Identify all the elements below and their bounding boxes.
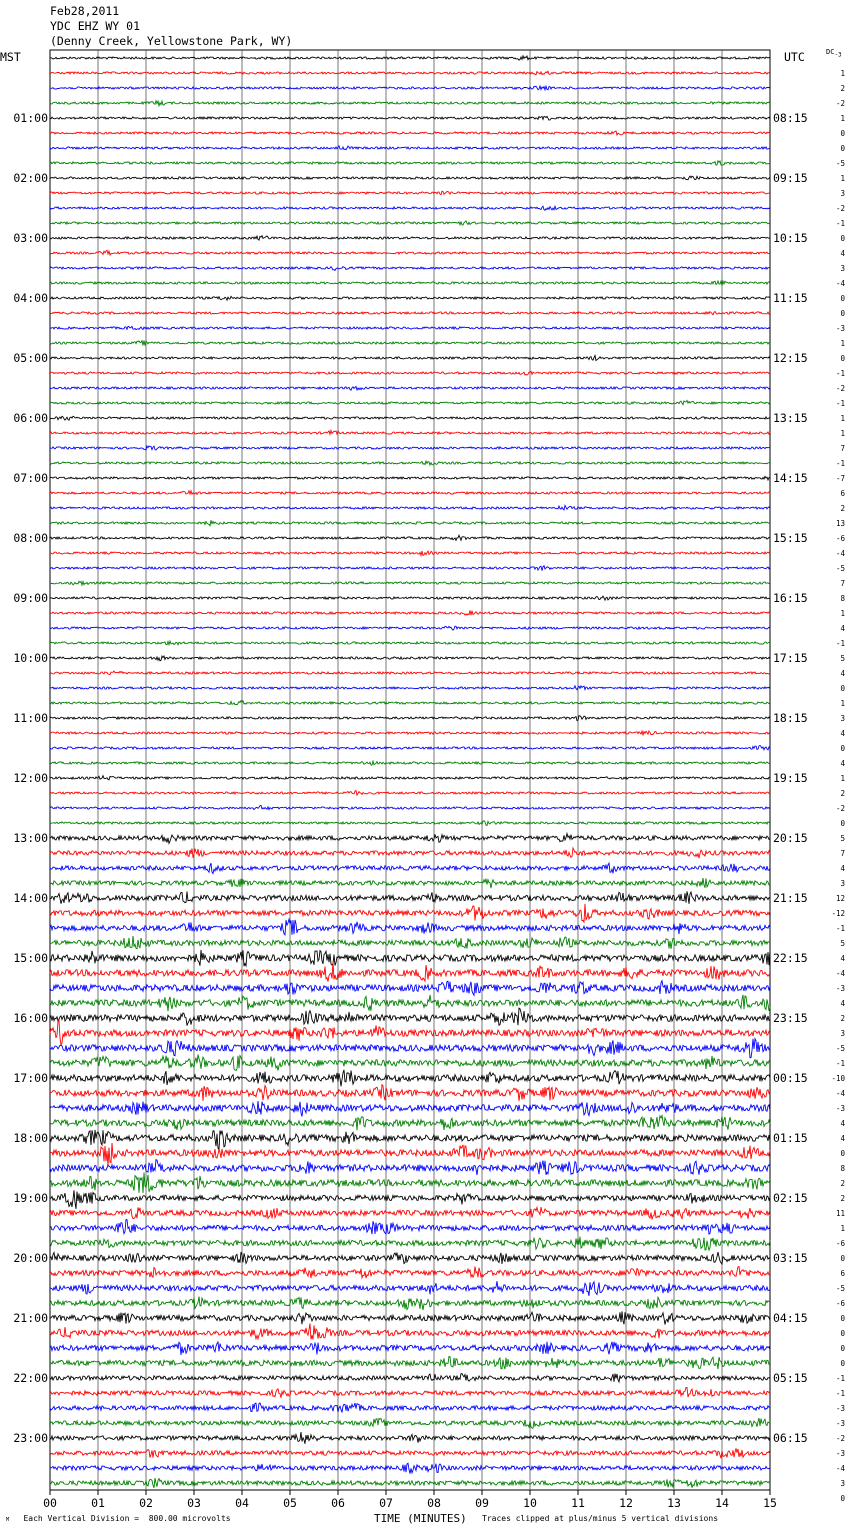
dc-offset-value: 3 <box>840 264 845 273</box>
dc-offset-value: 4 <box>840 1134 845 1143</box>
dc-offset-value: -5 <box>835 1044 845 1053</box>
dc-offset-value: 1 <box>840 699 845 708</box>
right-hour-label: 14:15 <box>773 471 808 485</box>
seismic-trace <box>50 1173 770 1193</box>
seismic-trace <box>50 1297 770 1310</box>
seismic-trace <box>50 995 770 1011</box>
left-hour-label: 13:00 <box>13 831 48 845</box>
dc-offset-value: 0 <box>840 1314 845 1323</box>
seismic-trace <box>50 1207 770 1219</box>
seismic-trace <box>50 919 770 935</box>
dc-offset-value: -6 <box>835 1239 845 1248</box>
right-hour-label: 22:15 <box>773 951 808 965</box>
left-hour-label: 18:00 <box>13 1131 48 1145</box>
right-hour-label: 17:15 <box>773 651 808 665</box>
dc-offset-value: -1 <box>835 1389 845 1398</box>
chart-date: Feb28,2011 <box>50 4 120 18</box>
seismic-trace <box>50 341 770 346</box>
dc-offset-value: -1 <box>835 924 845 933</box>
seismic-trace <box>50 1220 770 1235</box>
left-hour-label: 15:00 <box>13 951 48 965</box>
dc-first-offset: -3 <box>834 51 842 59</box>
dc-offset-value: 4 <box>840 624 845 633</box>
seismic-trace <box>50 1432 770 1444</box>
dc-offset-value: 4 <box>840 954 845 963</box>
seismic-trace <box>50 491 770 495</box>
seismic-trace <box>50 776 770 780</box>
seismic-trace <box>50 551 770 556</box>
x-tick-label: 00 <box>43 1496 57 1510</box>
seismic-trace <box>50 1116 770 1131</box>
dc-offset-value: 0 <box>840 744 845 753</box>
dc-offset-value: -2 <box>835 204 845 213</box>
seismic-trace <box>50 146 770 150</box>
seismic-trace <box>50 161 770 166</box>
dc-offset-value: 5 <box>840 834 845 843</box>
dc-offset-value: -6 <box>835 534 845 543</box>
clip-note: Traces clipped at plus/minus 5 vertical divisions <box>482 1514 719 1523</box>
dc-offset-value: 4 <box>840 669 845 678</box>
dc-offset-value: 2 <box>840 84 845 93</box>
dc-offset-value: 3 <box>840 714 845 723</box>
dc-offset-value: -1 <box>835 369 845 378</box>
dc-offset-value: -1 <box>835 459 845 468</box>
dc-offset-value: -5 <box>835 564 845 573</box>
seismic-trace <box>50 1463 770 1473</box>
dc-offset-value: 0 <box>840 294 845 303</box>
seismic-trace <box>50 641 770 645</box>
dc-offset-value: 1 <box>840 609 845 618</box>
dc-offset-value: 1 <box>840 174 845 183</box>
seismic-trace <box>50 761 770 765</box>
local-timezone-label: MST <box>0 50 21 64</box>
right-hour-label: 19:15 <box>773 771 808 785</box>
seismic-trace <box>50 371 770 375</box>
seismic-trace <box>50 671 770 675</box>
seismic-trace <box>50 191 770 195</box>
right-hour-label: 12:15 <box>773 351 808 365</box>
right-hour-label: 04:15 <box>773 1311 808 1325</box>
x-tick-label: 12 <box>619 1496 633 1510</box>
seismic-trace <box>50 1055 770 1071</box>
left-hour-label: 17:00 <box>13 1071 48 1085</box>
seismic-trace <box>50 686 770 690</box>
dc-offset-value: -2 <box>835 99 845 108</box>
dc-offset-value: 8 <box>840 1164 845 1173</box>
seismic-trace <box>50 101 770 106</box>
seismic-trace <box>50 731 770 735</box>
seismic-trace <box>50 520 770 526</box>
seismic-trace <box>50 936 770 949</box>
seismic-trace <box>50 1039 770 1058</box>
dc-offset-value: -4 <box>835 969 845 978</box>
dc-offset-value: -4 <box>835 549 845 558</box>
seismic-trace <box>50 221 770 225</box>
seismic-trace <box>50 86 770 90</box>
left-hour-label: 10:00 <box>13 651 48 665</box>
seismic-trace <box>50 656 770 661</box>
left-hour-label: 08:00 <box>13 531 48 545</box>
dc-offset-value: -2 <box>835 384 845 393</box>
right-hour-label: 05:15 <box>773 1371 808 1385</box>
dc-offset-value: 0 <box>840 354 845 363</box>
seismic-trace <box>50 250 770 255</box>
x-tick-label: 07 <box>379 1496 393 1510</box>
seismic-trace <box>50 1418 770 1428</box>
right-hour-label: 01:15 <box>773 1131 808 1145</box>
seismic-trace <box>50 1267 770 1279</box>
dc-offset-value: 3 <box>840 1029 845 1038</box>
dc-offset-value: 7 <box>840 444 845 453</box>
utc-timezone-label: UTC <box>784 50 805 64</box>
left-hour-label: 12:00 <box>13 771 48 785</box>
dc-offset-value: 2 <box>840 1014 845 1023</box>
seismic-trace <box>50 476 770 480</box>
dc-offset-value: -4 <box>835 1464 845 1473</box>
scale-note <box>6 1514 231 1523</box>
dc-offset-value: 2 <box>840 1194 845 1203</box>
seismic-trace <box>50 505 770 510</box>
seismic-trace <box>50 716 770 721</box>
dc-offset-value: 5 <box>840 654 845 663</box>
dc-offset-value: 4 <box>840 249 845 258</box>
x-tick-label: 08 <box>427 1496 441 1510</box>
dc-offset-value: -4 <box>835 1089 845 1098</box>
right-hour-label: 13:15 <box>773 411 808 425</box>
dc-label-text: DC <box>826 48 835 56</box>
dc-offset-value: 0 <box>840 129 845 138</box>
dc-offset-value: 0 <box>840 1329 845 1338</box>
right-hour-label: 00:15 <box>773 1071 808 1085</box>
dc-offset-value: -3 <box>835 984 845 993</box>
seismic-trace <box>50 281 770 286</box>
right-hour-label: 08:15 <box>773 111 808 125</box>
seismic-trace <box>50 566 770 571</box>
dc-offset-value: -10 <box>831 1074 845 1083</box>
dc-offset-value: 4 <box>840 729 845 738</box>
dc-offset-value: 1 <box>840 414 845 423</box>
seismic-trace <box>50 745 770 749</box>
seismic-trace <box>50 446 770 450</box>
seismic-trace <box>50 581 770 585</box>
dc-offset-value: 1 <box>840 114 845 123</box>
seismic-trace <box>50 356 770 361</box>
dc-offset-value: 0 <box>840 819 845 828</box>
seismic-trace <box>50 267 770 271</box>
seismic-trace <box>50 626 770 630</box>
seismic-trace <box>50 206 770 210</box>
dc-offset-value: 2 <box>840 504 845 513</box>
seismic-trace <box>50 1130 770 1150</box>
seismic-trace <box>50 1190 770 1209</box>
right-hour-label: 20:15 <box>773 831 808 845</box>
seismic-trace <box>50 1403 770 1413</box>
seismic-trace <box>50 296 770 300</box>
left-hour-label: 11:00 <box>13 711 48 725</box>
seismic-trace <box>50 834 770 844</box>
right-hour-label: 16:15 <box>773 591 808 605</box>
seismic-trace <box>50 1070 770 1086</box>
dc-offset-value: 1 <box>840 69 845 78</box>
seismic-trace <box>50 71 770 75</box>
dc-offset-value: -1 <box>835 1374 845 1383</box>
seismic-trace <box>50 1252 770 1264</box>
dc-offset-value: -2 <box>835 1434 845 1443</box>
left-hour-label: 23:00 <box>13 1431 48 1445</box>
dc-offset-value: -12 <box>831 909 845 918</box>
dc-offset-value: -2 <box>835 804 845 813</box>
dc-offset-value: 1 <box>840 774 845 783</box>
left-hour-label: 19:00 <box>13 1191 48 1205</box>
seismic-trace <box>50 1478 770 1488</box>
dc-offset-value: 2 <box>840 789 845 798</box>
seismic-trace <box>50 962 770 981</box>
dc-offset-value: -6 <box>835 1299 845 1308</box>
left-hour-label: 05:00 <box>13 351 48 365</box>
left-hour-label: 20:00 <box>13 1251 48 1265</box>
dc-offset-value: 7 <box>840 849 845 858</box>
seismic-trace <box>50 878 770 888</box>
seismic-trace <box>50 1101 770 1116</box>
x-tick-label: 04 <box>235 1496 249 1510</box>
left-hour-label: 21:00 <box>13 1311 48 1325</box>
left-hour-label: 03:00 <box>13 231 48 245</box>
dc-offset-value: 1 <box>840 429 845 438</box>
left-hour-label: 07:00 <box>13 471 48 485</box>
dc-offset-value: 2 <box>840 1179 845 1188</box>
seismic-trace <box>50 1357 770 1370</box>
seismic-trace <box>50 1281 770 1296</box>
seismic-trace <box>50 904 770 922</box>
dc-offset-value: 1 <box>840 339 845 348</box>
dc-offset-value: -3 <box>835 1419 845 1428</box>
seismic-trace <box>50 116 770 120</box>
right-hour-label: 15:15 <box>773 531 808 545</box>
seismic-trace <box>50 1311 770 1324</box>
left-hour-label: 06:00 <box>13 411 48 425</box>
dc-offset-value: 4 <box>840 1119 845 1128</box>
dc-offset-value: 12 <box>835 894 845 903</box>
dc-offset-value: 11 <box>835 1209 845 1218</box>
seismic-trace <box>50 1008 770 1026</box>
seismic-trace <box>50 236 770 240</box>
seismic-trace <box>50 1085 770 1101</box>
scale-mark: M <box>6 1517 10 1523</box>
x-tick-label: 05 <box>283 1496 297 1510</box>
x-tick-label: 01 <box>91 1496 105 1510</box>
dc-offset-value: 0 <box>840 309 845 318</box>
x-tick-label: 06 <box>331 1496 345 1510</box>
left-hour-label: 04:00 <box>13 291 48 305</box>
station-location: (Denny Creek, Yellowstone Park, WY) <box>50 34 293 48</box>
seismic-trace <box>50 1160 770 1175</box>
scale-text: Each Vertical Division = 800.00 microvolts <box>23 1514 231 1523</box>
dc-offset-value: 7 <box>840 579 845 588</box>
dc-offset-value: -1 <box>835 219 845 228</box>
right-hour-label: 10:15 <box>773 231 808 245</box>
seismic-trace <box>50 1448 770 1458</box>
seismic-trace <box>50 805 770 809</box>
x-axis-title: TIME (MINUTES) <box>374 1512 467 1525</box>
dc-offset-value: 6 <box>840 1269 845 1278</box>
seismic-trace <box>50 1324 770 1340</box>
seismic-trace <box>50 821 770 826</box>
seismic-trace <box>50 326 770 329</box>
left-hour-label: 01:00 <box>13 111 48 125</box>
seismic-trace <box>50 596 770 600</box>
seismic-trace <box>50 701 770 705</box>
seismic-trace <box>50 950 770 966</box>
right-hour-label: 18:15 <box>773 711 808 725</box>
seismic-trace <box>50 461 770 465</box>
x-tick-label: 02 <box>139 1496 153 1510</box>
dc-offset-value: -5 <box>835 1284 845 1293</box>
seismic-trace <box>50 535 770 540</box>
left-hour-label: 22:00 <box>13 1371 48 1385</box>
dc-offset-value: -1 <box>835 399 845 408</box>
right-hour-label: 11:15 <box>773 291 808 305</box>
right-hour-label: 21:15 <box>773 891 808 905</box>
left-hour-label: 16:00 <box>13 1011 48 1025</box>
seismic-trace <box>50 176 770 180</box>
x-tick-label: 13 <box>667 1496 681 1510</box>
dc-offset-value: 8 <box>840 594 845 603</box>
right-hour-label: 03:15 <box>773 1251 808 1265</box>
dc-offset-value: 4 <box>840 864 845 873</box>
dc-offset-value: 0 <box>840 234 845 243</box>
dc-offset-value: -5 <box>835 159 845 168</box>
seismic-trace <box>50 131 770 135</box>
seismic-trace <box>50 791 770 796</box>
seismic-trace <box>50 1237 770 1250</box>
x-tick-label: 15 <box>763 1496 777 1510</box>
seismic-trace <box>50 312 770 315</box>
station-code: YDC EHZ WY 01 <box>50 19 141 33</box>
seismic-trace <box>50 848 770 858</box>
right-hour-label: 06:15 <box>773 1431 808 1445</box>
seismic-trace <box>50 981 770 996</box>
dc-offset-value: 3 <box>840 879 845 888</box>
dc-offset-value: -1 <box>835 639 845 648</box>
dc-offset-value: 4 <box>840 759 845 768</box>
dc-offset-value: -3 <box>835 1449 845 1458</box>
dc-offset-value: -1 <box>835 1059 845 1068</box>
dc-offset-value: 0 <box>840 684 845 693</box>
dc-offset-value: 1 <box>840 1224 845 1233</box>
plot-frame <box>50 50 770 1490</box>
x-tick-label: 09 <box>475 1496 489 1510</box>
seismic-trace <box>50 1021 770 1045</box>
dc-offset-value: -7 <box>835 474 845 483</box>
left-hour-label: 14:00 <box>13 891 48 905</box>
dc-offset-value: -3 <box>835 1104 845 1113</box>
dc-offset-value: 3 <box>840 189 845 198</box>
right-hour-label: 02:15 <box>773 1191 808 1205</box>
dc-offset-value: 0 <box>840 1494 845 1503</box>
dc-offset-value: 6 <box>840 489 845 498</box>
dc-offset-value: 4 <box>840 999 845 1008</box>
seismic-trace <box>50 891 770 903</box>
left-hour-label: 09:00 <box>13 591 48 605</box>
left-hour-label: 02:00 <box>13 171 48 185</box>
x-tick-label: 11 <box>571 1496 585 1510</box>
dc-offset-value: 0 <box>840 1344 845 1353</box>
dc-offset-value: -4 <box>835 279 845 288</box>
dc-offset-value: 3 <box>840 1479 845 1488</box>
dc-offset-value: 0 <box>840 1359 845 1368</box>
seismic-trace <box>50 56 770 60</box>
seismic-trace <box>50 1388 770 1398</box>
dc-offset-value: -3 <box>835 324 845 333</box>
seismic-trace <box>50 401 770 405</box>
seismic-trace <box>50 863 770 873</box>
seismic-trace <box>50 416 770 420</box>
dc-offset-value: 5 <box>840 939 845 948</box>
seismic-trace <box>50 1342 770 1355</box>
seismic-trace <box>50 431 770 435</box>
dc-offset-value: 0 <box>840 144 845 153</box>
right-hour-label: 23:15 <box>773 1011 808 1025</box>
right-hour-label: 09:15 <box>773 171 808 185</box>
seismic-trace <box>50 610 770 615</box>
dc-offset-value: -3 <box>835 1404 845 1413</box>
x-tick-label: 03 <box>187 1496 201 1510</box>
dc-offset-value: 0 <box>840 1149 845 1158</box>
dc-offset-value: 13 <box>835 519 845 528</box>
seismic-trace <box>50 387 770 391</box>
seismic-trace <box>50 1374 770 1382</box>
x-tick-label: 14 <box>715 1496 729 1510</box>
dc-offset-value: 0 <box>840 1254 845 1263</box>
x-tick-label: 10 <box>523 1496 537 1510</box>
